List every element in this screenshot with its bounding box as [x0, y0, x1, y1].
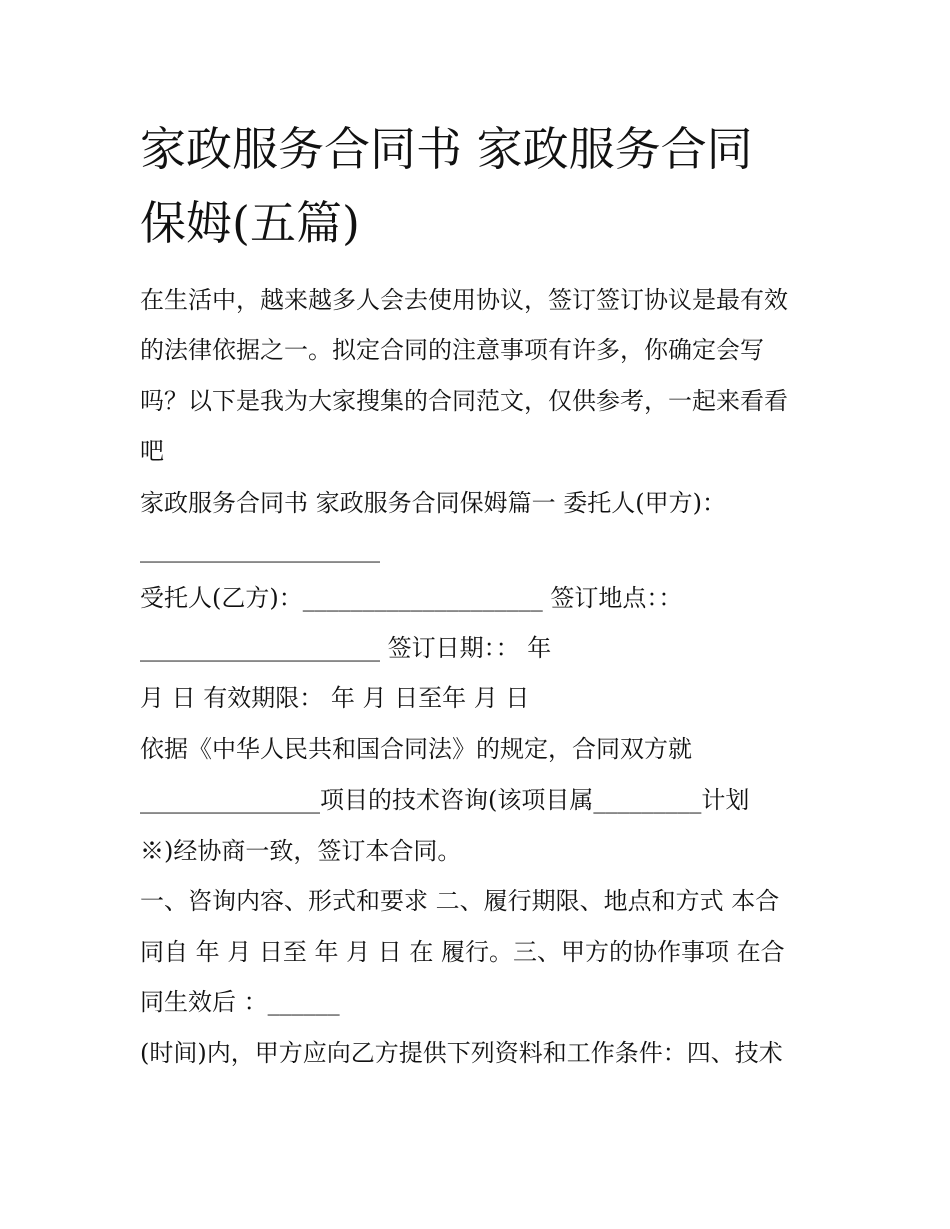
paragraph-line: 同自 年 月 日至 年 月 日 在 履行。三、甲方的协作事项 在合 — [140, 938, 785, 966]
paragraph-line: 同生效后 ：______ — [140, 988, 340, 1016]
paragraph-line: ※)经协商一致，签订本合同。 — [140, 837, 462, 865]
paragraph-line: 受托人(乙方)：____________________ 签订地点：： — [140, 584, 683, 612]
paragraph-line: _______________项目的技术咨询(该项目属_________计划 — [140, 786, 750, 814]
paragraph-line: ____________________ 签订日期：： 年 — [140, 634, 552, 662]
paragraph-line: 在生活中，越来越多人会去使用协议，签订签订协议是最有效 — [140, 286, 788, 314]
paragraph-line: 一、咨询内容、形式和要求 二、履行期限、地点和方式 本合 — [140, 887, 780, 915]
paragraph-line: 的法律依据之一。拟定合同的注意事项有许多，你确定会写 — [140, 336, 764, 364]
title-line-1: 家政服务合同书 家政服务合同 — [140, 122, 753, 176]
paragraph-line: 月 日 有效期限： 年 月 日至年 月 日 — [140, 684, 530, 712]
title-line-2: 保姆(五篇) — [140, 196, 360, 250]
paragraph-line: 依据《中华人民共和国合同法》的规定，合同双方就 — [140, 735, 692, 763]
paragraph-line: (时间)内，甲方应向乙方提供下列资料和工作条件：四、技术 — [140, 1039, 783, 1067]
blank-fill-line: ____________________ — [140, 535, 380, 563]
paragraph-line: 吧 — [140, 437, 164, 465]
paragraph-line: 吗？以下是我为大家搜集的合同范文，仅供参考，一起来看看 — [140, 387, 788, 415]
paragraph-line: 家政服务合同书 家政服务合同保姆篇一 委托人(甲方)： — [140, 489, 726, 517]
document-title — [140, 112, 820, 260]
